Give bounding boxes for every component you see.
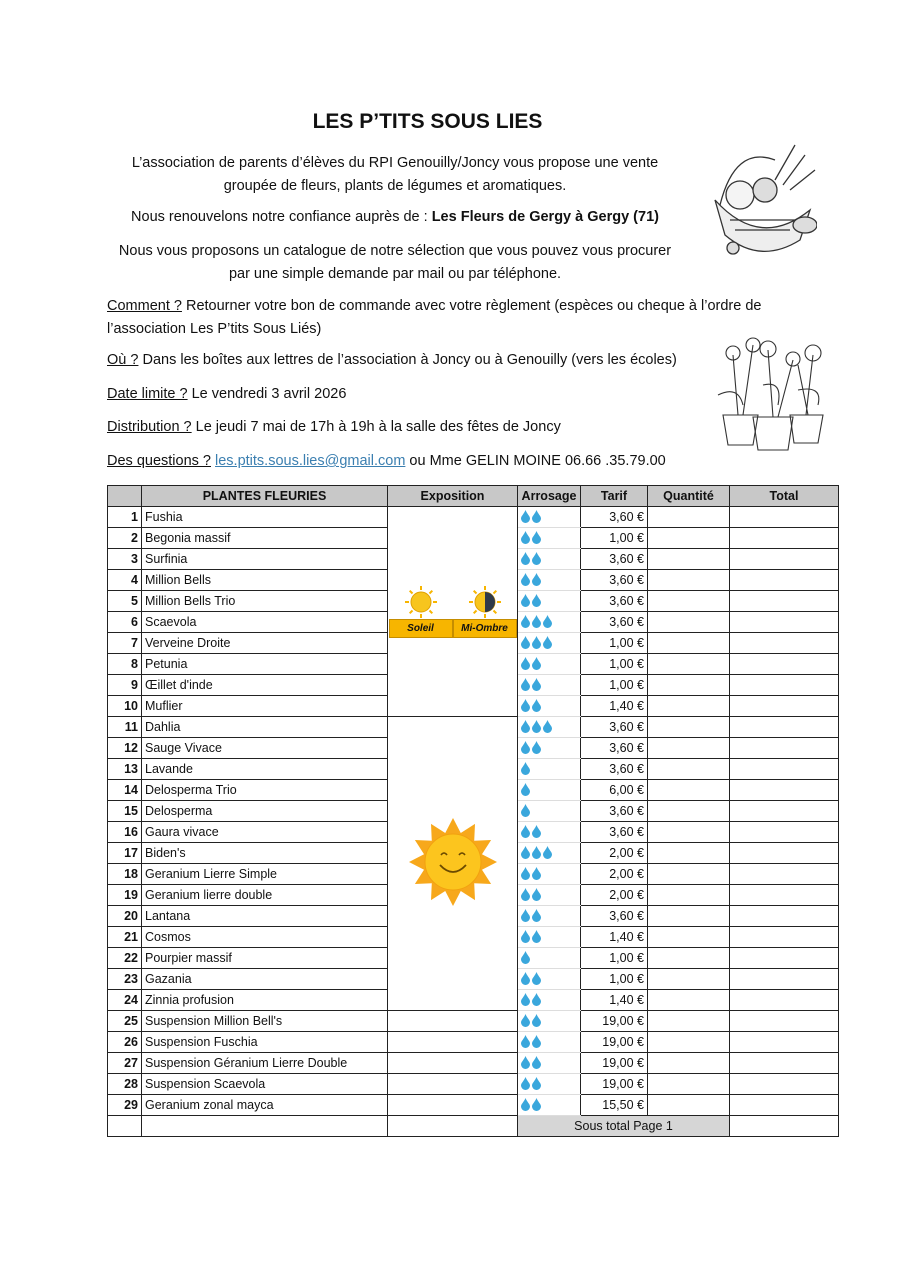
price: 19,00 € <box>581 1032 648 1053</box>
table-row <box>108 1032 839 1053</box>
row-number: 10 <box>108 696 142 717</box>
row-number: 25 <box>108 1011 142 1032</box>
water-drop-icon <box>531 677 542 691</box>
plant-name: Sauge Vivace <box>142 738 388 759</box>
row-total <box>730 549 839 570</box>
plant-name: Zinnia profusion <box>142 990 388 1011</box>
catalog-line: Nous vous proposons un catalogue de notre sélection que vous pouvez vous procurer <box>118 243 672 259</box>
watering-cell <box>518 801 581 822</box>
plant-name: Muflier <box>142 696 388 717</box>
price: 1,40 € <box>581 990 648 1011</box>
water-drop-icon <box>531 845 542 859</box>
row-number: 6 <box>108 612 142 633</box>
watering-cell <box>518 1032 581 1053</box>
exposition-cell <box>388 1095 518 1116</box>
header-watering: Arrosage <box>518 486 581 507</box>
quantity-input[interactable] <box>648 507 730 528</box>
water-drop-icon <box>531 824 542 838</box>
quantity-input[interactable] <box>648 990 730 1011</box>
water-drop-icon <box>520 530 531 544</box>
water-drop-icon <box>531 719 542 733</box>
questions-info <box>107 450 807 473</box>
water-drop-icon <box>531 530 542 544</box>
table-row <box>108 1074 839 1095</box>
water-drop-icon <box>531 1055 542 1069</box>
water-drop-icon <box>520 698 531 712</box>
row-total <box>730 1095 839 1116</box>
distribution-text: Le jeudi 7 mai de 17h à 19h à la salle des fêtes de Joncy <box>191 419 561 435</box>
watering-cell <box>518 675 581 696</box>
water-drop-icon <box>520 1097 531 1111</box>
quantity-input[interactable] <box>648 864 730 885</box>
intro-paragraph <box>100 152 690 198</box>
deadline-text: Le vendredi 3 avril 2026 <box>187 386 347 402</box>
water-drop-icon <box>531 740 542 754</box>
watering-cell <box>518 591 581 612</box>
distribution-label: Distribution ? <box>107 419 192 435</box>
header-price: Tarif <box>581 486 648 507</box>
quantity-input[interactable] <box>648 528 730 549</box>
row-number: 3 <box>108 549 142 570</box>
price: 2,00 € <box>581 885 648 906</box>
exposition-full-sun <box>388 717 518 1011</box>
price: 3,60 € <box>581 612 648 633</box>
plant-name: Suspension Scaevola <box>142 1074 388 1095</box>
plant-name: Gazania <box>142 969 388 990</box>
header-quantity: Quantité <box>648 486 730 507</box>
quantity-input[interactable] <box>648 927 730 948</box>
watering-cell <box>518 759 581 780</box>
price: 2,00 € <box>581 864 648 885</box>
price: 3,60 € <box>581 507 648 528</box>
header-exposition: Exposition <box>388 486 518 507</box>
water-drop-icon <box>520 740 531 754</box>
quantity-input[interactable] <box>648 1032 730 1053</box>
watering-cell <box>518 822 581 843</box>
water-drop-icon <box>520 992 531 1006</box>
quantity-input[interactable] <box>648 654 730 675</box>
row-total <box>730 612 839 633</box>
water-drop-icon <box>531 929 542 943</box>
table-row <box>108 1095 839 1116</box>
quantity-input[interactable] <box>648 759 730 780</box>
table-row <box>108 1053 839 1074</box>
water-drop-icon <box>531 509 542 523</box>
intro-line: groupée de fleurs, plants de légumes et aromatiques. <box>223 178 567 194</box>
row-number: 27 <box>108 1053 142 1074</box>
price: 1,00 € <box>581 654 648 675</box>
watering-cell <box>518 969 581 990</box>
quantity-input[interactable] <box>648 1053 730 1074</box>
quantity-input[interactable] <box>648 1074 730 1095</box>
water-drop-icon <box>520 656 531 670</box>
quantity-input[interactable] <box>648 570 730 591</box>
deadline-label: Date limite ? <box>107 386 188 402</box>
plant-name: Gaura vivace <box>142 822 388 843</box>
price: 6,00 € <box>581 780 648 801</box>
plant-name: Suspension Géranium Lierre Double <box>142 1053 388 1074</box>
water-drop-icon <box>520 845 531 859</box>
row-total <box>730 717 839 738</box>
subtotal-label: Sous total Page 1 <box>518 1116 730 1137</box>
comment-text: Retourner votre bon de commande avec votre règlement (espèces ou cheque à l’ordre de l’association Les P’tits Sous Liés) <box>107 298 762 337</box>
water-drop-icon <box>520 614 531 628</box>
email-link[interactable]: les.ptits.sous.lies@gmail.com <box>215 453 406 469</box>
quantity-input[interactable] <box>648 885 730 906</box>
intro-line: L’association de parents d’élèves du RPI Genouilly/Joncy vous propose une vente <box>131 155 659 171</box>
quantity-input[interactable] <box>648 906 730 927</box>
price: 1,00 € <box>581 969 648 990</box>
exposition-cell <box>388 1053 518 1074</box>
watering-cell <box>518 780 581 801</box>
watering-cell <box>518 633 581 654</box>
price: 3,60 € <box>581 759 648 780</box>
row-total <box>730 969 839 990</box>
page-title: LES P’TITS SOUS LIES <box>312 110 543 133</box>
plant-name: Pourpier massif <box>142 948 388 969</box>
price: 3,60 € <box>581 549 648 570</box>
sun-icon <box>402 585 440 619</box>
row-number: 15 <box>108 801 142 822</box>
row-number: 2 <box>108 528 142 549</box>
distribution-info <box>107 416 807 439</box>
row-number: 20 <box>108 906 142 927</box>
row-total <box>730 948 839 969</box>
plant-name: Œillet d'inde <box>142 675 388 696</box>
price: 3,60 € <box>581 738 648 759</box>
water-drop-icon <box>520 803 531 817</box>
water-drop-icon <box>531 698 542 712</box>
row-total <box>730 1011 839 1032</box>
watering-cell <box>518 1011 581 1032</box>
catalog-paragraph <box>100 240 690 286</box>
row-total <box>730 906 839 927</box>
water-drop-icon <box>531 887 542 901</box>
catalog-line: par une simple demande par mail ou par téléphone. <box>228 266 562 282</box>
quantity-input[interactable] <box>648 801 730 822</box>
watering-cell <box>518 1095 581 1116</box>
plant-name: Geranium Lierre Simple <box>142 864 388 885</box>
quantity-input[interactable] <box>648 549 730 570</box>
where-info <box>107 349 807 372</box>
row-number: 21 <box>108 927 142 948</box>
water-drop-icon <box>531 656 542 670</box>
water-drop-icon <box>520 509 531 523</box>
table-row <box>108 1011 839 1032</box>
trust-prefix: Nous renouvelons notre confiance auprès de : <box>131 209 432 225</box>
quantity-input[interactable] <box>648 780 730 801</box>
quantity-input[interactable] <box>648 633 730 654</box>
plant-name: Begonia massif <box>142 528 388 549</box>
row-total <box>730 528 839 549</box>
watering-cell <box>518 570 581 591</box>
price: 19,00 € <box>581 1011 648 1032</box>
price: 3,60 € <box>581 801 648 822</box>
watering-cell <box>518 654 581 675</box>
watering-cell <box>518 927 581 948</box>
watering-cell <box>518 1053 581 1074</box>
water-drop-icon <box>542 635 553 649</box>
plant-name: Dahlia <box>142 717 388 738</box>
plant-name: Million Bells <box>142 570 388 591</box>
vegetable-basket-illustration <box>705 140 817 260</box>
exposition-cell <box>388 1074 518 1095</box>
water-drop-icon <box>520 593 531 607</box>
plant-name: Fushia <box>142 507 388 528</box>
row-number: 16 <box>108 822 142 843</box>
price: 3,60 € <box>581 822 648 843</box>
plant-name: Verveine Droite <box>142 633 388 654</box>
comment-info <box>107 295 807 341</box>
water-drop-icon <box>542 614 553 628</box>
row-total <box>730 864 839 885</box>
water-drop-icon <box>531 1076 542 1090</box>
water-drop-icon <box>520 908 531 922</box>
row-total <box>730 801 839 822</box>
watering-cell <box>518 717 581 738</box>
price: 1,00 € <box>581 675 648 696</box>
half-shade-icon <box>466 585 504 619</box>
header-total: Total <box>730 486 839 507</box>
price: 2,00 € <box>581 843 648 864</box>
water-drop-icon <box>531 635 542 649</box>
plant-name: Geranium zonal mayca <box>142 1095 388 1116</box>
table-row <box>108 507 839 528</box>
row-number: 11 <box>108 717 142 738</box>
water-drop-icon <box>531 908 542 922</box>
watering-cell <box>518 549 581 570</box>
quantity-input[interactable] <box>648 969 730 990</box>
header-number <box>108 486 142 507</box>
water-drop-icon <box>520 929 531 943</box>
row-total <box>730 654 839 675</box>
price: 1,40 € <box>581 927 648 948</box>
price: 19,00 € <box>581 1053 648 1074</box>
watering-cell <box>518 1074 581 1095</box>
exposition-cell <box>388 1011 518 1032</box>
water-drop-icon <box>531 971 542 985</box>
row-number: 8 <box>108 654 142 675</box>
water-drop-icon <box>531 614 542 628</box>
watering-cell <box>518 507 581 528</box>
empty-cell <box>142 1116 388 1137</box>
price: 1,00 € <box>581 528 648 549</box>
watering-cell <box>518 612 581 633</box>
price: 3,60 € <box>581 570 648 591</box>
water-drop-icon <box>520 1076 531 1090</box>
row-total <box>730 633 839 654</box>
price: 1,00 € <box>581 633 648 654</box>
row-total <box>730 570 839 591</box>
water-drop-icon <box>542 845 553 859</box>
water-drop-icon <box>520 782 531 796</box>
deadline-info <box>107 383 807 406</box>
price: 1,00 € <box>581 948 648 969</box>
quantity-input[interactable] <box>648 717 730 738</box>
plant-name: Delosperma Trio <box>142 780 388 801</box>
quantity-input[interactable] <box>648 948 730 969</box>
row-total <box>730 822 839 843</box>
price: 1,40 € <box>581 696 648 717</box>
row-total <box>730 696 839 717</box>
row-total <box>730 507 839 528</box>
supplier-name: Les Fleurs de Gergy à Gergy (71) <box>431 209 659 225</box>
water-drop-icon <box>520 1034 531 1048</box>
price: 3,60 € <box>581 591 648 612</box>
row-total <box>730 738 839 759</box>
water-drop-icon <box>520 635 531 649</box>
plant-name: Lantana <box>142 906 388 927</box>
row-number: 28 <box>108 1074 142 1095</box>
row-number: 7 <box>108 633 142 654</box>
price: 15,50 € <box>581 1095 648 1116</box>
water-drop-icon <box>520 761 531 775</box>
water-drop-icon <box>531 572 542 586</box>
plant-name: Delosperma <box>142 801 388 822</box>
row-total <box>730 885 839 906</box>
water-drop-icon <box>542 719 553 733</box>
empty-cell <box>388 1116 518 1137</box>
plant-name: Million Bells Trio <box>142 591 388 612</box>
watering-cell <box>518 528 581 549</box>
quantity-input[interactable] <box>648 1011 730 1032</box>
row-total <box>730 780 839 801</box>
row-total <box>730 1053 839 1074</box>
water-drop-icon <box>520 551 531 565</box>
water-drop-icon <box>520 824 531 838</box>
water-drop-icon <box>531 992 542 1006</box>
row-number: 17 <box>108 843 142 864</box>
price: 3,60 € <box>581 717 648 738</box>
plant-name: Biden's <box>142 843 388 864</box>
quantity-input[interactable] <box>648 1095 730 1116</box>
plant-name: Lavande <box>142 759 388 780</box>
water-drop-icon <box>531 593 542 607</box>
water-drop-icon <box>531 866 542 880</box>
water-drop-icon <box>531 1034 542 1048</box>
plant-name: Scaevola <box>142 612 388 633</box>
water-drop-icon <box>531 1013 542 1027</box>
row-number: 12 <box>108 738 142 759</box>
row-number: 5 <box>108 591 142 612</box>
water-drop-icon <box>520 950 531 964</box>
quantity-input[interactable] <box>648 612 730 633</box>
mi-ombre-label: Mi-Ombre <box>453 619 517 638</box>
price: 19,00 € <box>581 1074 648 1095</box>
watering-cell <box>518 864 581 885</box>
water-drop-icon <box>520 677 531 691</box>
quantity-input[interactable] <box>648 843 730 864</box>
watering-cell <box>518 843 581 864</box>
watering-cell <box>518 990 581 1011</box>
flower-pots-illustration <box>708 335 833 455</box>
quantity-input[interactable] <box>648 696 730 717</box>
row-number: 18 <box>108 864 142 885</box>
quantity-input[interactable] <box>648 675 730 696</box>
table-header-row <box>108 486 839 507</box>
watering-cell <box>518 948 581 969</box>
plant-name: Surfinia <box>142 549 388 570</box>
row-number: 22 <box>108 948 142 969</box>
row-number: 23 <box>108 969 142 990</box>
exposition-sun-halfshade <box>388 507 518 717</box>
row-total <box>730 843 839 864</box>
plant-name: Petunia <box>142 654 388 675</box>
row-total <box>730 591 839 612</box>
where-text: Dans les boîtes aux lettres de l’association à Joncy ou à Genouilly (vers les écoles) <box>138 352 677 368</box>
header-plants: PLANTES FLEURIES <box>142 486 388 507</box>
row-number: 19 <box>108 885 142 906</box>
row-total <box>730 990 839 1011</box>
water-drop-icon <box>520 1055 531 1069</box>
watering-cell <box>518 696 581 717</box>
comment-label: Comment ? <box>107 298 182 314</box>
row-total <box>730 759 839 780</box>
row-total <box>730 1074 839 1095</box>
row-number: 14 <box>108 780 142 801</box>
subtotal-row <box>108 1116 839 1137</box>
watering-cell <box>518 906 581 927</box>
soleil-label: Soleil <box>389 619 453 638</box>
row-total <box>730 1032 839 1053</box>
quantity-input[interactable] <box>648 822 730 843</box>
row-number: 1 <box>108 507 142 528</box>
row-number: 26 <box>108 1032 142 1053</box>
subtotal-value <box>730 1116 839 1137</box>
smiling-sun-icon <box>408 817 498 907</box>
contact-text: ou Mme GELIN MOINE 06.66 .35.79.00 <box>405 453 666 469</box>
table-row <box>108 717 839 738</box>
water-drop-icon <box>531 551 542 565</box>
empty-cell <box>108 1116 142 1137</box>
row-total <box>730 675 839 696</box>
water-drop-icon <box>520 887 531 901</box>
plant-name: Suspension Fuschia <box>142 1032 388 1053</box>
plant-name: Geranium lierre double <box>142 885 388 906</box>
where-label: Où ? <box>107 352 139 368</box>
quantity-input[interactable] <box>648 591 730 612</box>
questions-label: Des questions ? <box>107 453 211 469</box>
row-number: 24 <box>108 990 142 1011</box>
water-drop-icon <box>520 572 531 586</box>
row-total <box>730 927 839 948</box>
water-drop-icon <box>520 719 531 733</box>
water-drop-icon <box>520 1013 531 1027</box>
order-table <box>107 485 839 1137</box>
watering-cell <box>518 738 581 759</box>
row-number: 9 <box>108 675 142 696</box>
trust-line <box>100 206 690 229</box>
row-number: 13 <box>108 759 142 780</box>
row-number: 4 <box>108 570 142 591</box>
water-drop-icon <box>531 1097 542 1111</box>
price: 3,60 € <box>581 906 648 927</box>
plant-name: Suspension Million Bell's <box>142 1011 388 1032</box>
watering-cell <box>518 885 581 906</box>
plant-name: Cosmos <box>142 927 388 948</box>
water-drop-icon <box>520 866 531 880</box>
row-number: 29 <box>108 1095 142 1116</box>
quantity-input[interactable] <box>648 738 730 759</box>
water-drop-icon <box>520 971 531 985</box>
exposition-cell <box>388 1032 518 1053</box>
